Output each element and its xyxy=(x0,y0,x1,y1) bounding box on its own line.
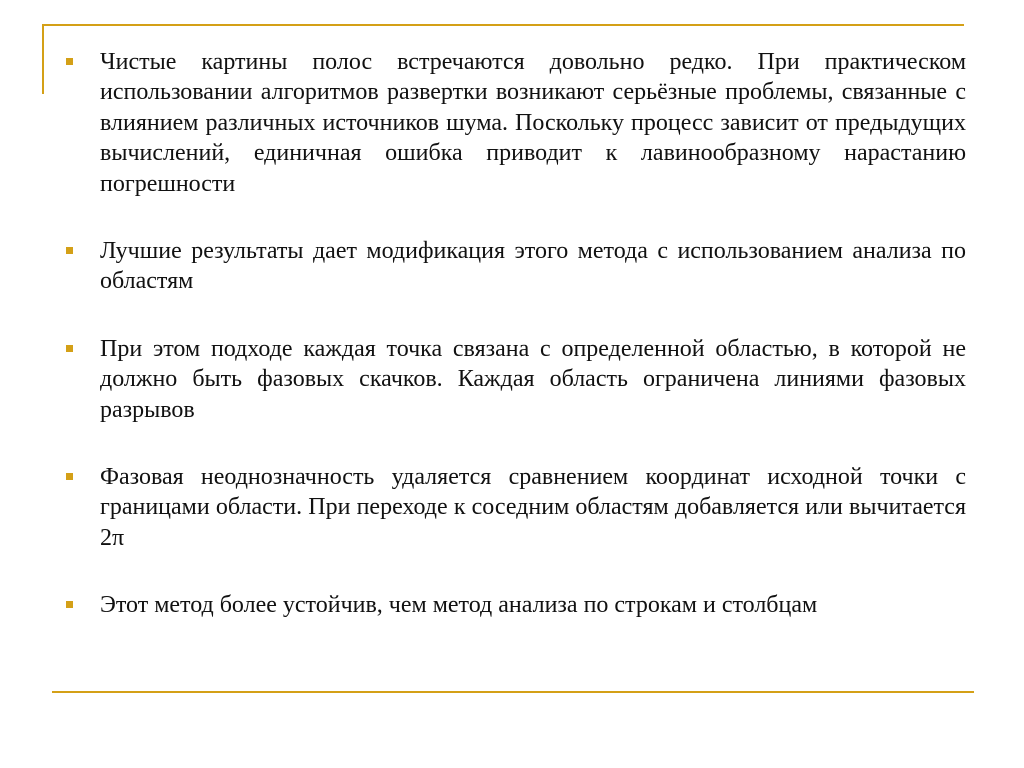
square-bullet-icon xyxy=(66,247,73,254)
bullet-text: Чистые картины полос встречаются довольно редко. При практическом использовании алгоритмов развертки возникают серьёзные проблемы, связанные с влиянием различных источников шума. Поскольку процесс зависит от предыдущих вычислений, единичная ошибка приводит к лавинообразному нарастанию погрешности xyxy=(100,49,966,197)
bullet-text: Фазовая неоднозначность удаляется сравнением координат исходной точки с границами области. При переходе к соседним областям добавляется или вычитается 2π xyxy=(100,464,966,551)
bullet-text: Лучшие результаты дает модификация этого метода с использованием анализа по областям xyxy=(100,238,966,295)
left-rule xyxy=(42,24,44,94)
bullet-item xyxy=(64,236,966,297)
top-rule xyxy=(42,24,964,26)
bullet-item xyxy=(64,334,966,425)
square-bullet-icon xyxy=(66,473,73,480)
bullet-text: При этом подходе каждая точка связана с определенной областью, в которой не должно быть фазовых скачков. Каждая область ограничена линиями фазовых разрывов xyxy=(100,335,966,423)
bullet-item xyxy=(64,590,966,620)
bullet-list xyxy=(64,47,966,621)
square-bullet-icon xyxy=(66,601,73,608)
square-bullet-icon xyxy=(66,345,73,352)
bottom-rule xyxy=(52,691,974,693)
square-bullet-icon xyxy=(66,58,73,65)
bullet-item xyxy=(64,47,966,199)
bullet-item xyxy=(64,462,966,553)
bullet-text: Этот метод более устойчив, чем метод анализа по строкам и столбцам xyxy=(100,592,818,619)
